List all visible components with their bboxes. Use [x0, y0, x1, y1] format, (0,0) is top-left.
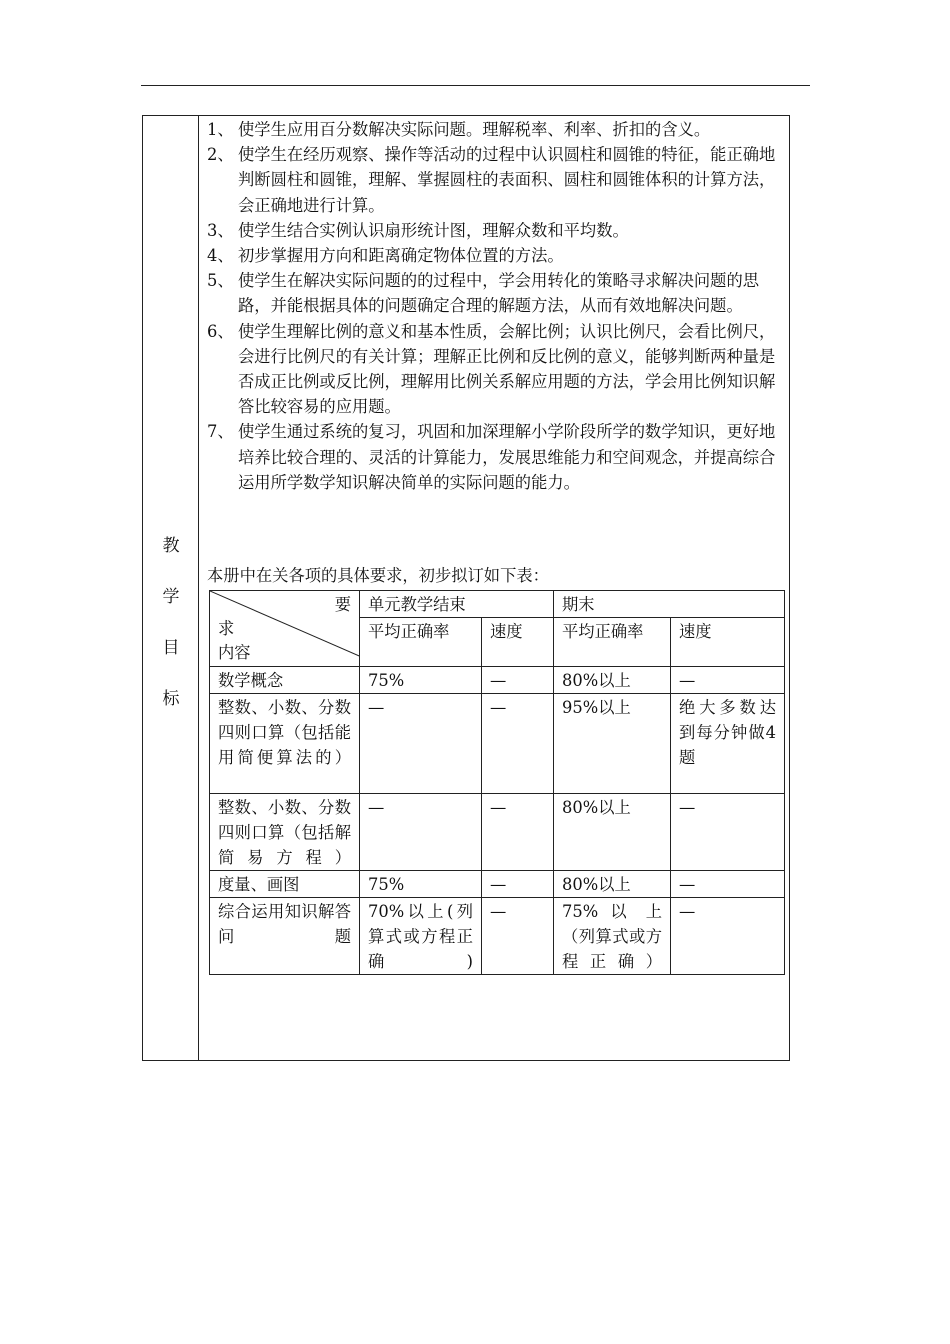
corner-label-requirement-2: 求 [218, 619, 235, 638]
header-rule [141, 85, 810, 86]
unit-speed: — [482, 871, 554, 898]
table-row [210, 898, 785, 975]
term-avg-rate: 80%以上 [554, 794, 671, 871]
unit-avg-rate: — [360, 694, 482, 794]
row-content: 整数、小数、分数四则口算（包括能用简便算法的） [210, 694, 360, 794]
goal-text: 使学生结合实例认识扇形统计图，理解众数和平均数。 [238, 220, 629, 240]
term-speed: — [671, 898, 785, 975]
goals-list [207, 117, 787, 495]
subheader-speed: 速度 [671, 618, 785, 667]
term-avg-rate: 95%以上 [554, 694, 671, 794]
table-row [210, 694, 785, 794]
term-speed: — [671, 667, 785, 694]
row-content: 度量、画图 [210, 871, 360, 898]
row-content: 整数、小数、分数四则口算（包括解简易方程） [210, 794, 360, 871]
term-avg-rate: 75% 以 上（列算式或方程正确） [554, 898, 671, 975]
side-label-cell [143, 116, 199, 1060]
unit-speed: — [482, 794, 554, 871]
unit-avg-rate: 75% [360, 871, 482, 898]
goal-number: 3、 [207, 220, 234, 240]
group-header-term-end: 期末 [554, 591, 785, 618]
term-speed: — [671, 794, 785, 871]
table-row [210, 871, 785, 898]
goal-item [207, 419, 787, 495]
subheader-avg-rate: 平均正确率 [360, 618, 482, 667]
unit-avg-rate: 70%以上(列算式或方程正确) [360, 898, 482, 975]
subheader-speed: 速度 [482, 618, 554, 667]
goal-item [207, 218, 787, 243]
corner-label-requirement: 要 [334, 595, 351, 614]
group-header-unit-end: 单元教学结束 [360, 591, 554, 618]
goal-item [207, 319, 787, 420]
table-row [210, 667, 785, 694]
goal-item [207, 117, 787, 142]
goal-item [207, 142, 787, 218]
goal-number: 5、 [207, 271, 234, 291]
unit-speed: — [482, 667, 554, 694]
goal-item [207, 243, 787, 268]
goal-number: 2、 [207, 145, 234, 165]
goal-item [207, 268, 787, 318]
row-content: 数学概念 [210, 667, 360, 694]
requirements-table [209, 590, 785, 975]
table-intro: 本册中在关各项的具体要求，初步拟订如下表： [207, 566, 549, 585]
term-speed: 绝大多数达到每分钟做4题 [671, 694, 785, 794]
goal-text: 使学生在解决实际问题的的过程中，学会用转化的策略寻求解决问题的思路，并能根据具体的问题确定合理的解题方法，从而有效地解决问题。 [238, 271, 760, 316]
subheader-avg-rate: 平均正确率 [554, 618, 671, 667]
side-label-char: 标 [162, 689, 180, 709]
term-avg-rate: 80%以上 [554, 667, 671, 694]
goal-text: 使学生在经历观察、操作等活动的过程中认识圆柱和圆锥的特征，能正确地判断圆柱和圆锥，理解、掌握圆柱的表面积、圆柱和圆锥体积的计算方法，会正确地进行计算。 [238, 145, 776, 215]
unit-speed: — [482, 898, 554, 975]
teaching-goals-frame [142, 115, 790, 1061]
goal-number: 6、 [207, 321, 234, 341]
unit-speed: — [482, 694, 554, 794]
unit-avg-rate: 75% [360, 667, 482, 694]
table-header-row [210, 591, 785, 618]
diagonal-header-cell [210, 591, 360, 667]
side-label-char: 学 [162, 587, 180, 607]
term-speed: — [671, 871, 785, 898]
term-avg-rate: 80%以上 [554, 871, 671, 898]
goal-text: 使学生理解比例的意义和基本性质，会解比例；认识比例尺，会看比例尺，会进行比例尺的有关计算；理解正比例和反比例的意义，能够判断两种量是否成正比例或反比例，理解用比例关系解应用题的方法，学会用比例知识解答比较容易的应用题。 [238, 321, 776, 417]
unit-avg-rate: — [360, 794, 482, 871]
row-content: 综合运用知识解答问题 [210, 898, 360, 975]
goals-content [207, 117, 787, 495]
table-row [210, 794, 785, 871]
corner-label-content: 内容 [218, 643, 251, 662]
goal-text: 初步掌握用方向和距离确定物体位置的方法。 [238, 246, 564, 266]
goal-number: 1、 [207, 120, 234, 139]
side-label-char: 教 [162, 536, 180, 556]
goal-number: 7、 [207, 422, 234, 442]
goal-number: 4、 [207, 246, 234, 266]
goal-text: 使学生应用百分数解决实际问题。理解税率、利率、折扣的含义。 [238, 120, 711, 139]
goal-text: 使学生通过系统的复习，巩固和加深理解小学阶段所学的数学知识，更好地培养比较合理的、灵活的计算能力，发展思维能力和空间观念，并提高综合运用所学数学知识解决简单的实际问题的能力。 [238, 422, 776, 492]
side-label-char: 目 [162, 638, 180, 658]
